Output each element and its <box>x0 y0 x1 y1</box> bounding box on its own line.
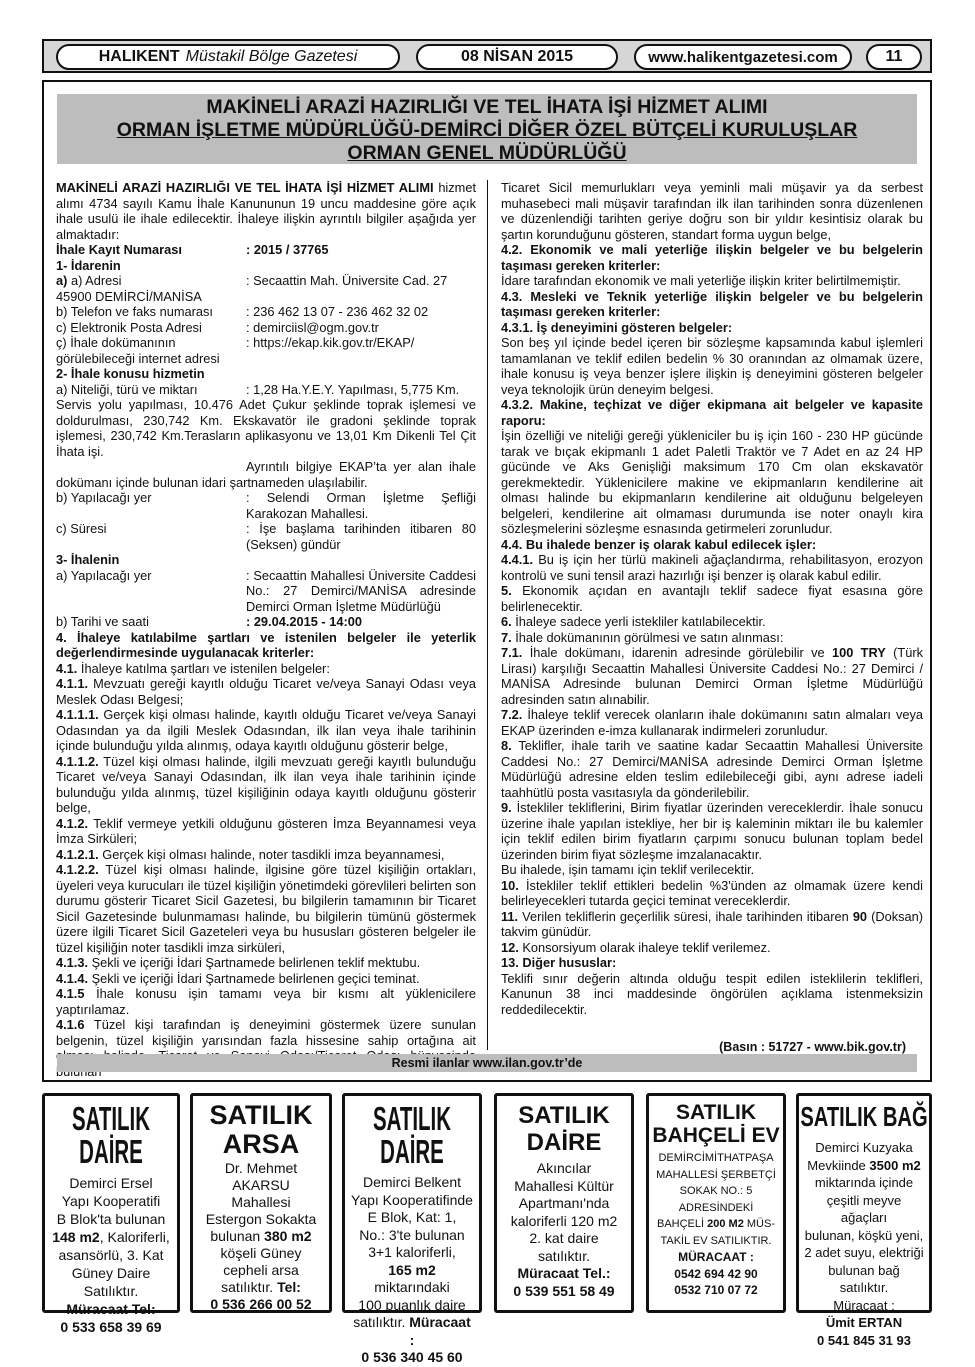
ad-phone-2: 0532 710 07 72 <box>674 1283 758 1297</box>
ad-satilik-arsa <box>190 1093 332 1313</box>
ad-line: satılıktır. Müracaat : <box>353 1314 471 1348</box>
ad-line: DEMİRCİMİTHATPAŞA <box>658 1152 774 1164</box>
ad-line: TAKİL EV SATILIKTIR. <box>660 1234 772 1247</box>
ad-line: köşeli Güney <box>220 1245 302 1261</box>
ad-line: 3+1 kaloriferli, <box>368 1244 456 1260</box>
ad-line: No.: 3'te bulunan <box>359 1226 465 1243</box>
ad-phone: 0 536 266 00 52 <box>210 1296 312 1312</box>
notice-title <box>57 94 917 164</box>
ad-phone: 0 541 845 31 93 <box>817 1332 911 1348</box>
ad-contact-label: Müracaat Tel.: <box>517 1265 611 1281</box>
ad-line: BAHÇELİ 200 M2 MÜS- <box>656 1218 775 1230</box>
ad-contact-name: Ümit ERTAN <box>825 1315 903 1330</box>
ad-line: bulunan bağ satılıktır. <box>828 1262 900 1295</box>
ad-line: miktarında içinde <box>814 1175 914 1190</box>
press-reference: (Basın : 51727 - www.bik.gov.tr) <box>719 1040 906 1054</box>
s413: 4.1.3. Şekli ve içeriği İdari Şartnamede belirlenen teklif mektubu. <box>56 955 421 970</box>
ad-contact-label: MÜRACAAT : <box>678 1250 754 1264</box>
notice-right-column <box>501 180 923 1017</box>
s43-title: 4.3. Mesleki ve Teknik yeterliğe ilişkin belgeler ve bu belgelerin taşıması gereken kriterler: <box>501 288 923 319</box>
ad-line: cepheli arsa <box>223 1262 299 1278</box>
s9: 9. İstekliler tekliflerini, Birim fiyatlar üzerinden vereceklerdir. İhale sonucu üzerine ihale yapılan istekliye, her bir iş kaleminin miktarı ile bu kalemler için teklif edilen birim fiyatların çarpımı sonucu bulunan toplam bedel üzerinden birim fiyat sözleşme imzalanacaktır. <box>501 800 923 862</box>
ad-line: 165 m2 miktarındaki <box>374 1261 450 1295</box>
adres-row: a) a) Adresi : Secaattin Mah. Üniversite Cad. 27 <box>56 273 448 288</box>
section-4-title: 4. İhaleye katılabilme şartları ve istenilen belgeler ile yeterlik değerlendirmesinde uygulanacak kriterler: <box>56 629 476 660</box>
ad-phone: 0 539 551 58 49 <box>513 1282 615 1299</box>
ad-line: Satılıktır. <box>83 1283 139 1299</box>
s42-title: 4.2. Ekonomik ve mali yeterliğe ilişkin belgeler ve bu belgelerin taşıması gereken kriterler: <box>501 242 923 273</box>
s432-title: 4.3.2. Makine, teçhizat ve diğer ekipmana ait belgeler ve kapasite raporu: <box>501 397 923 428</box>
ad-heading: SATILIK BAHÇELİ EV <box>652 1101 780 1147</box>
ad-phone: 0 533 658 39 69 <box>60 1319 162 1335</box>
adres-cont: 45900 DEMİRCİ/MANİSA <box>56 288 202 304</box>
ad-line: Mahallesi Kültür <box>514 1177 614 1194</box>
ad-satilik-bag <box>796 1093 932 1348</box>
ad-line: Mevkiinde 3500 m2 <box>807 1157 921 1173</box>
ad-line: Demirci Ersel <box>69 1175 153 1191</box>
s8: 8. Teklifler, ihale tarih ve saatine kadar Secaattin Mahallesi Üniversite Caddesi No.: 27 Demirci/MANİSA adresinde Demirci Orman İşletme Müdürlüğü adresine elden teslim edilebileceği gibi, aynı adrese iadeli taahhütlü posta vasıtasıyla da gönderilebilir. <box>501 738 924 800</box>
ihale-yer-row: a) Yapılacağı yer : Secaattin Mahallesi Üniversite Caddesi No.: 27 Demirci/MANİSA adresinde Demirci Orman İşletme Müdürlüğü <box>56 567 476 614</box>
yer-row: b) Yapılacağı yer : Selendi Orman İşletme Şefliği Karakozan Mahallesi. <box>56 490 476 521</box>
s10: 10. İstekliler teklif ettikleri bedelin %3'ünden az olmamak üzere kendi belirleyecekleri tutarda geçici teminat vereceklerdir. <box>501 877 923 908</box>
s13-text: Teklifi sınır değerin altında olduğu tespit edilen isteklilerin teklifleri, Kanunun 38 inci maddesinde öngörülen açıklama istenmeksizin reddedilecektir. <box>501 970 923 1017</box>
ad-line: Güney Daire <box>71 1265 151 1281</box>
s42-text: İdare tarafından ekonomik ve mali yeterliğe ilişkin kriter belirtilmemiştir. <box>501 273 901 288</box>
s9b: Bu ihalede, işin tamamı için teklif verilecektir. <box>501 862 755 877</box>
ad-heading: SATILIK DAİRE <box>518 1102 610 1156</box>
ad-line: Dr. Mehmet <box>224 1160 298 1176</box>
s412: 4.1.2. Teklif vermeye yetkili olduğunu gösteren İmza Beyannamesi veya İmza Sirküleri; <box>56 815 476 846</box>
s6: 6. İhaleye sadece yerli istekliler katılabilecektir. <box>501 614 766 629</box>
notice-left-column <box>56 180 476 1079</box>
ad-line: Demirci Kuzyaka <box>815 1140 913 1155</box>
ad-satilik-daire-1 <box>42 1093 180 1335</box>
ad-line: 148 m2, Kaloriferli, <box>52 1229 170 1245</box>
ad-line: Yapı Kooperatifinde <box>351 1191 473 1208</box>
nitelik-cont2: Ayrıntılı bilgiye EKAP’ta yer alan ihale dokümanı içinde bulunan idari şartnameden ulaşılabilir. <box>56 459 476 490</box>
ad-line: AKARSU <box>232 1177 290 1193</box>
s415: 4.1.5 İhale konusu işin tamamı veya bir kısmı alt yüklenicilere yaptırılamaz. <box>56 986 476 1017</box>
s411: 4.1.1. Mevzuatı gereği kayıtlı olduğu Ticaret ve/veya Sanayi Odası veya Meslek Odası Belgesi; <box>56 676 476 707</box>
ad-line: Demirci Belkent <box>362 1174 462 1190</box>
ad-contact-label: Müracaat Tel: <box>66 1301 156 1317</box>
ad-line: 100 puanlık daire <box>358 1296 466 1313</box>
ad-line: MAHALLESİ ŞERBETÇİ <box>656 1168 776 1181</box>
ad-line: SOKAK NO.: 5 <box>679 1185 753 1197</box>
ekap-row: ç) İhale dokümanının : https://ekap.kik.gov.tr/EKAP/ <box>56 335 415 350</box>
ad-line: asansörlü, 3. Kat <box>58 1247 164 1263</box>
s431-title: 4.3.1. İş deneyimini gösteren belgeler: <box>501 319 733 335</box>
ihale-tarih-row: b) Tarihi ve saati : 29.04.2015 - 14:00 <box>56 614 362 629</box>
ad-contact-label: Müracaat : <box>833 1297 895 1313</box>
s432-text: İşin özelliği ve niteliği gereği yükleniciler bu iş için 160 - 230 HP gücünde tarak ve bıçak ekipmanlı 1 adet Paletli Traktör ve 7 Adet en az 24 HP gücünde ve Aks Genişliği maksimum 170 Cm olan ekskavatör gerekmektedir. Yüklenicilere makine ve ekipmanların kendilerine ait olması halinde bu ekipmanların kendilerine ait olduğunu belgeleyen belgeleri, kendilerine ait olmaması durumunda ise noter onaylı kira sözleşmelerini sözleşme esnasında getirmeleri zorunludur. <box>501 428 923 536</box>
ad-heading: SATILIK DAİRE <box>71 1100 151 1170</box>
ad-line: satılıktır. Tel: <box>221 1279 301 1295</box>
ad-line: Estergon Sokakta <box>205 1211 317 1227</box>
paper-name-pill <box>56 44 400 70</box>
s4112: 4.1.1.2. Tüzel kişi olması halinde, ilgili mevzuatı gereği kayıtlı bulunduğu Ticaret ve/veya Sanayi Odasından, ilk ilan veya ihale tarihinin içinde bulunduğu yılda alınmış, tüzel kişiliğinin odaya kayıtlı olduğunu gösterir belge, <box>56 753 477 815</box>
s13-title: 13. Diğer hususlar: <box>501 955 617 970</box>
website-text: www.halikentgazetesi.com <box>648 48 838 66</box>
ad-heading: SATILIK ARSA <box>209 1100 313 1159</box>
s4111: 4.1.1.1. Gerçek kişi olması halinde, kayıtlı olduğu Ticaret ve/veya Sanayi Odasından ya da ilgili Meslek Odasından, ilk ilan veya ihale tarihinin içinde bulunduğu yılda alınmış, odaya kayıtlı olduğunu gösterir belge, <box>56 707 476 753</box>
ad-heading: SATILIK BAĞ <box>800 1101 928 1132</box>
intro: MAKİNELİ ARAZİ HAZIRLIĞI VE TEL İHATA İŞİ HİZMET ALIMI hizmet alımı 4734 sayılı Kamu İhale Kanununun 19 uncu maddesine göre açık ihale usulü ile ihale edilecektir. İhaleye ilişkin ayrıntılı bilgiler aşağıda yer almaktadır: <box>56 180 477 242</box>
paper-name: HALIKENT <box>98 48 180 65</box>
ad-line: çeşitli meyve ağaçları <box>826 1192 902 1225</box>
official-ads-footer: Resmi ilanlar www.ilan.gov.tr’de <box>57 1054 917 1072</box>
mail-row: c) Elektronik Posta Adresi : demirciisl@ogm.gov.tr <box>56 319 379 335</box>
tel-row: b) Telefon ve faks numarası : 236 462 13 07 - 236 462 32 02 <box>56 304 429 319</box>
title-line-1: MAKİNELİ ARAZİ HAZIRLIĞI VE TEL İHATA İŞİ HİZMET ALIMI <box>206 96 768 118</box>
title-line-3: ORMAN GENEL MÜDÜRLÜĞÜ <box>347 142 627 164</box>
s41: 4.1. İhaleye katılma şartları ve istenilen belgeler: <box>56 660 330 676</box>
s11: 11. Verilen tekliflerin geçerlilik süresi, ihale tarihinden itibaren 90 (Doksan) takvim günüdür. <box>501 908 924 939</box>
ad-line: Mahallesi <box>231 1194 291 1210</box>
s416-cont: Ticaret Sicil memurlukları veya yeminli mali müşavir ya da serbest muhasebeci mali müşavir tarafından ilk ilan tarihinden sonra düzenlenen ve düzenlendiği tarihten geriye doğru son bir yıldır kesintisiz olarak bu şartın korunduğunu gösteren, standart forma uygun belge, <box>501 180 923 242</box>
nitelik-row: a) Niteliği, türü ve miktarı : 1,28 Ha.Y.E.Y. Yapılması, 5,775 Km. <box>56 381 460 397</box>
s416: 4.1.6 Tüzel kişi tarafından iş deneyimini göstermek üzere sunulan belgenin, tüzel kişiliğin yarısından fazla hissesine sahip ortağına ait <box>56 1017 476 1048</box>
kayit-row: İhale Kayıt Numarası : 2015 / 37765 <box>56 242 329 257</box>
s5: 5. Ekonomik açıdan en avantajlı teklif sadece fiyat esasına göre belirlenecektir. <box>501 583 923 614</box>
s431-text: Son beş yıl içinde bedel içeren bir sözleşme kapsamında kabul işlemleri tamamlanan ve teklif edilen bedelin % 30 oranından az olmamak üzere, ihale konusu iş veya benzer işlere ilişkin iş deneyimini gösteren belgeler veya teknolojik ürün deneyim belgesi. <box>501 335 923 397</box>
section-2-title: 2- İhale konusu hizmetin <box>56 366 205 381</box>
ad-line: bulunan, köşkü yeni, <box>804 1227 924 1243</box>
ad-satilik-bahceli-ev <box>646 1093 786 1313</box>
s441: 4.4.1. Bu iş için her türlü makineli ağaçlandırma, rehabilitasyon, erozyon kontrolü ve suni tensil arazi hazırlığı işi benzer iş olarak kabul edilir. <box>501 552 923 583</box>
s72: 7.2. İhaleye teklif verecek olanların ihale dokümanını satın almaları veya EKAP üzerinden e-imza kullanarak indirmeleri zorunludur. <box>501 707 923 738</box>
ad-line: satılıktır. <box>537 1247 591 1264</box>
ad-phone: 0542 694 42 90 <box>674 1266 758 1281</box>
ad-line: bulunan 380 m2 <box>210 1228 312 1244</box>
s7: 7. İhale dokümanının görülmesi ve satın alınması: <box>501 629 784 645</box>
column-divider <box>487 180 488 1050</box>
s12: 12. Konsorsiyum olarak ihaleye teklif verilemez. <box>501 939 771 955</box>
section-1-title: 1- İdarenin <box>56 257 121 273</box>
ad-line: B Blok'ta bulunan <box>56 1211 166 1227</box>
s414: 4.1.4. Şekli ve içeriği İdari Şartnamede belirlenen geçici teminat. <box>56 970 420 986</box>
tender-notice <box>42 80 932 1082</box>
ad-line: ADRESİNDEKİ <box>678 1201 754 1214</box>
s44-title: 4.4. Bu ihalede benzer iş olarak kabul edilecek işler: <box>501 536 817 552</box>
paper-subtitle: Müstakil Bölge Gazetesi <box>185 48 358 65</box>
section-3-title: 3- İhalenin <box>56 552 120 567</box>
title-line-2: ORMAN İŞLETME MÜDÜRLÜĞÜ-DEMİRCİ DİĞER ÖZEL BÜTÇELİ KURULUŞLAR <box>116 119 858 141</box>
ad-phone: 0 536 340 45 60 <box>361 1349 463 1365</box>
s4121: 4.1.2.1. Gerçek kişi olması halinde, noter tasdikli imza beyannamesi, <box>56 846 445 862</box>
ad-line: E Blok, Kat: 1, <box>367 1209 457 1225</box>
issue-date-text: 08 NİSAN 2015 <box>460 48 574 65</box>
page-number <box>866 44 922 70</box>
nitelik-cont: Servis yolu yapılması, 10.476 Adet Çukur şeklinde toprak işlemesi ve doldurulması, 230,742 Km. Ekskavatör ile gradoni şeklinde toprak işlemesi, 230,742 Km.Terasların aplikasyonu ve 13,01 Km Dikenli Tel Çit İhata işi. <box>56 397 476 459</box>
ad-heading: SATILIK DAİRE <box>372 1100 452 1170</box>
ad-line: Apartmanı'nda <box>518 1195 610 1211</box>
sure-row: c) Süresi : İşe başlama tarihinden itibaren 80 (Seksen) gündür <box>56 521 476 552</box>
issue-date <box>416 44 618 70</box>
ad-line: Yapı Kooperatifi <box>61 1193 161 1209</box>
page-header <box>42 39 932 73</box>
ekap-cont: görülebileceği internet adresi <box>56 350 220 366</box>
ad-satilik-daire-3 <box>494 1093 634 1313</box>
s71: 7.1. İhale dokümanı, idarenin adresinde görülebilir ve 100 TRY (Türk Lirası) karşılığı Secaattin Mahallesi Üniversite Caddesi No.: 27 Demirci / MANİSA Adresinde bulunan Demirci Orman İşletme Müdürlüğü adresinden satın alınabilir. <box>501 645 923 707</box>
s4122: 4.1.2.2. Tüzel kişi olması halinde, ilgisine göre tüzel kişiliğin ortakları, üyeleri veya kurucuları ile tüzel kişiliğin yönetimdeki görevlileri belirten son durumu gösterir Ticaret Sicil Gazetesi, bu bilgilerin tamamının bir Ticaret Sicil Gazetesinde bulunmaması halinde, bu bilgilerin tümünü göstermek üzere ilgili Ticaret Sicil Gazeteleri veya bu hususları gösteren belgeler ile tüzel kişiliğin noter tasdikli imza sirküleri, <box>56 862 477 955</box>
page-number-text: 11 <box>885 48 903 65</box>
ad-line: 2. kat daire <box>529 1230 599 1246</box>
ad-satilik-daire-2 <box>342 1093 482 1365</box>
website-pill <box>634 44 852 70</box>
ad-line: Akıncılar <box>536 1160 592 1176</box>
ad-line: kaloriferli 120 m2 <box>510 1212 618 1229</box>
ad-line: 2 adet suyu, elektriği <box>804 1245 924 1260</box>
